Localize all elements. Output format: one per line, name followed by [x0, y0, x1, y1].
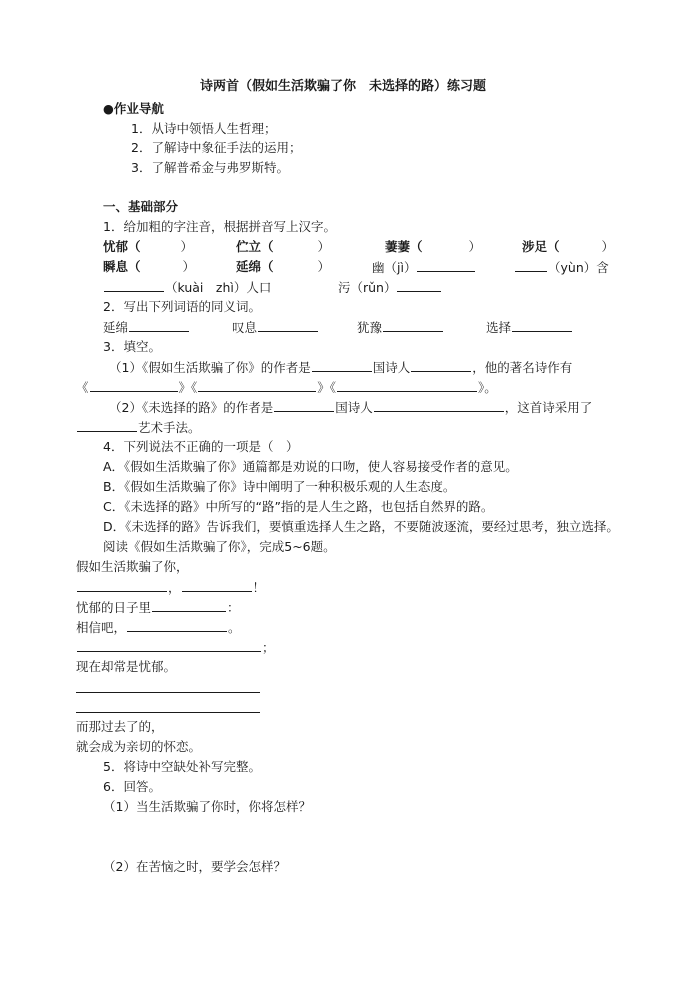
- pinyin-item: 伫立（ ）: [236, 239, 331, 254]
- question-4-stem: 4．下列说法不正确的一项是（ ）: [103, 439, 299, 454]
- pinyin-item: 萋萋（ ）: [385, 239, 482, 254]
- hanzi-item: （kuài zhì）人口: [103, 279, 271, 296]
- poem-line: 忧郁的日子里 ：: [76, 600, 240, 615]
- hanzi-item: 幽（jì）: [372, 259, 476, 276]
- synonym-item: 叹息: [232, 319, 319, 336]
- pinyin-item: 忧郁（ ）: [103, 239, 194, 254]
- question-3-stem: 3．填空。: [103, 339, 161, 354]
- poem-blank-line: [76, 712, 260, 713]
- pinyin-item: 延绵（ ）: [236, 259, 331, 274]
- fill-line-1: （1）《假如生活欺骗了你》的作者是 国诗人 ，他的著名诗作有: [109, 360, 573, 375]
- guide-item: 1．从诗中领悟人生哲理；: [131, 121, 277, 136]
- guide-item: 2．了解诗中象征手法的运用；: [131, 140, 302, 155]
- section-heading: 一、基础部分: [103, 199, 179, 214]
- poem-line: 相信吧， 。: [76, 620, 241, 635]
- guide-heading: ●作业导航: [103, 101, 164, 116]
- pinyin-item: 瞬息（ ）: [103, 259, 196, 274]
- page-title: 诗两首（假如生活欺骗了你 未选择的路）练习题: [200, 79, 487, 94]
- poem-blank-line: [76, 692, 260, 693]
- question-6-part-2: （2）在苦恼之时，要学会怎样？: [103, 859, 286, 874]
- fill-line-4: 艺术手法。: [76, 419, 201, 436]
- pinyin-item: 涉足（ ）: [522, 239, 615, 254]
- hanzi-item: （yùn）含: [514, 259, 609, 276]
- option-b: B．《假如生活欺骗了你》诗中阐明了一种积极乐观的人生态度。: [103, 479, 456, 494]
- hanzi-item: 污（rǔn）: [338, 279, 442, 296]
- fill-line-2: 《 》《 》《 》。: [76, 380, 497, 395]
- poem-line: 现在却常是忧郁。: [76, 659, 177, 674]
- option-a: A．《假如生活欺骗了你》通篇都是劝说的口吻，使人容易接受作者的意见。: [103, 459, 518, 474]
- question-1-stem: 1．给加粗的字注音，根据拼音写上汉字。: [103, 219, 336, 234]
- question-6-part-1: （1）当生活欺骗了你时，你将怎样？: [103, 799, 311, 814]
- guide-item: 3．了解普希金与弗罗斯特。: [131, 160, 289, 175]
- poem-line: 假如生活欺骗了你，: [76, 559, 189, 574]
- question-5: 5．将诗中空缺处补写完整。: [103, 759, 261, 774]
- poem-line: ；: [76, 639, 275, 656]
- poem-line: ， ！: [76, 579, 265, 596]
- synonym-item: 犹豫: [357, 319, 444, 336]
- reading-intro: 阅读《假如生活欺骗了你》，完成5~6题。: [103, 539, 336, 554]
- synonym-item: 选择: [486, 319, 573, 336]
- fill-line-3: （2）《未选择的路》的作者是 国诗人 ，这首诗采用了: [109, 400, 593, 415]
- question-6-stem: 6．回答。: [103, 779, 161, 794]
- synonym-item: 延绵: [103, 319, 190, 336]
- option-c: C．《未选择的路》中所写的“路”指的是人生之路，也包括自然界的路。: [103, 499, 494, 514]
- poem-line: 就会成为亲切的怀恋。: [76, 739, 202, 754]
- option-d: D．《未选择的路》告诉我们，要慎重选择人生之路，不要随波逐流，要经过思考，独立选择。: [103, 519, 619, 534]
- poem-line: 而那过去了的，: [76, 719, 164, 734]
- question-2-stem: 2．写出下列词语的同义词。: [103, 299, 261, 314]
